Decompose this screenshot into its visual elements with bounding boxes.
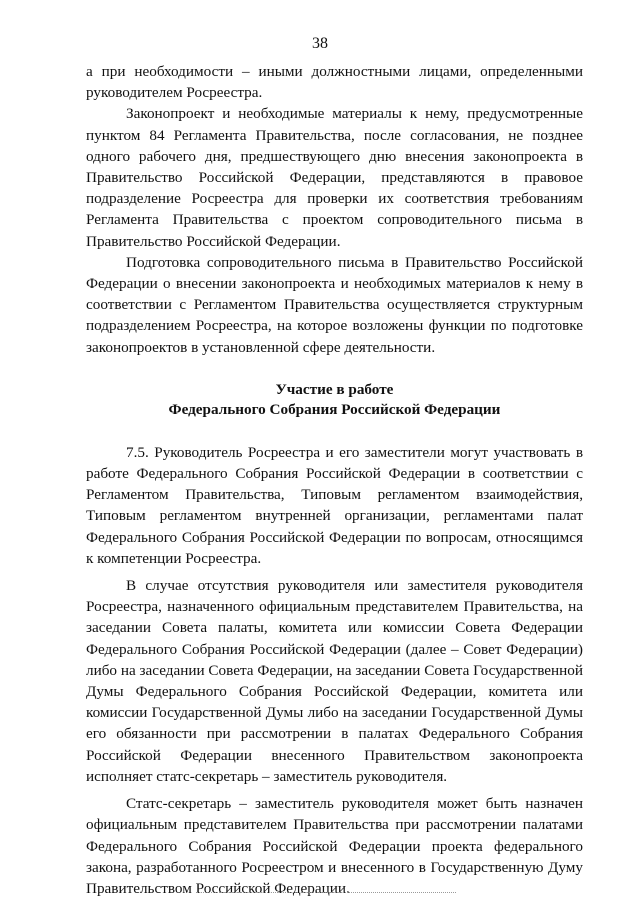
section-heading-line: Федерального Собрания Российской Федерации bbox=[168, 400, 501, 418]
paragraph: а при необходимости – иными должностными лицами, определенными руководителем Росреестра. bbox=[86, 63, 583, 102]
section-heading bbox=[86, 380, 583, 420]
paragraph: Законопроект и необходимые материалы к нему, предусмотренные пунктом 84 Регламента Правительства, после согласования, не позднее одного рабочего дня, предшествующего дню внесения законопроекта в Правительство Российской Федерации, представляются в правовое подразделение Росреестра для проверки их соответствия требованиям Регламента Правительства с проектом сопроводительного письма в Правительство Российской Федерации. bbox=[86, 105, 583, 250]
page-number: 38 bbox=[312, 35, 328, 52]
paragraph: В случае отсутствия руководителя или заместителя руководителя Росреестра, назначенного официальным представителем Правительства, на заседании Совета палаты, комитета или комиссии Совета Федерации Федерального Собрания Российской Федерации (далее – Совет Федерации) либо на заседании Совета Федерации, на заседании Совета Государственной Думы Федерального Собрания Российской Федерации, комитета или комиссии Государственной Думы либо на заседании Государственной Думы его обязанности при рассмотрении в палатах Федерального Собрания Российской Федерации внесенного Правительством законопроекта исполняет статс-секретарь – заместитель руководителя. bbox=[86, 577, 583, 785]
section-heading-line: Участие в работе bbox=[275, 380, 394, 398]
document-body bbox=[86, 61, 583, 899]
paragraph: Подготовка сопроводительного письма в Правительство Российской Федерации о внесении законопроекта и необходимых материалов к нему в соответствии с Регламентом Правительства осуществляется структурным подразделением Росреестра, на которое возложены функции по подготовке законопроектов в установленной сфере деятельности. bbox=[86, 253, 583, 356]
paragraph: 7.5. Руководитель Росреестра и его заместители могут участвовать в работе Федерального Собрания Российской Федерации в соответствии с Регламентом Правительства, Типовым регламентом взаимодействия, Типовым регламентом внутренней организации, регламентами палат Федерального Собрания Российской Федерации по вопросам, относящимся к компетенции Росреестра. bbox=[86, 443, 583, 567]
scan-artifact-line bbox=[196, 892, 456, 894]
paragraph: Статс-секретарь – заместитель руководителя может быть назначен официальным представителем Правительства при рассмотрении палатами Федерального Собрания Российской Федерации проекта федерального закона, разработанного Росреестром и внесенного в Государственную Думу Правительством Российской Федерации. bbox=[86, 795, 583, 897]
